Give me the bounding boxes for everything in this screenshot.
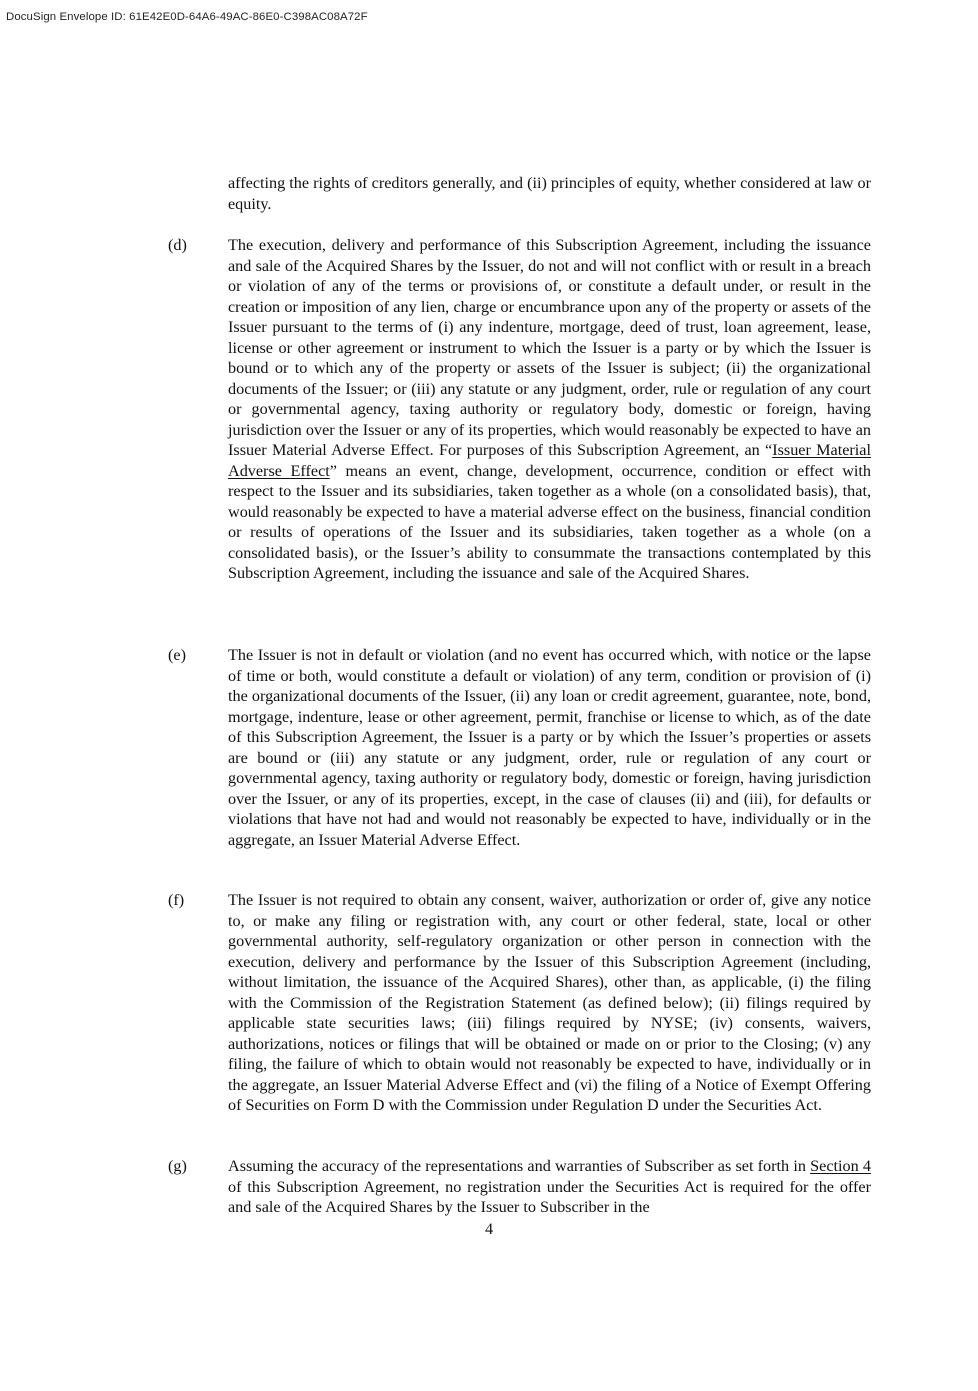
paragraph-d [228, 235, 871, 584]
paragraph-d-text-before: The execution, delivery and performance of this Subscription Agreement, including the issuance and sale of the Acquired Shares by the Issuer, do not and will not conflict with or result in a breach or violation of any of the terms or provisions of, or constitute a default under, or result in the creation or imposition of any lien, charge or encumbrance upon any of the property or assets of the Issuer pursuant to the terms of (i) any indenture, mortgage, deed of trust, loan agreement, lease, license or other agreement or instrument to which the Issuer is a party or by which the Issuer is bound or to which any of the property or assets of the Issuer is subject; (ii) the organizational documents of the Issuer; or (iii) any statute or any judgment, order, rule or regulation of any court or governmental agency, taxing authority or regulatory body, domestic or foreign, having jurisdiction over the Issuer or any of its properties, which would reasonably be expected to have an Issuer Material Adverse Effect. For purposes of this Subscription Agreement, an “ [228, 236, 871, 459]
paragraph-e: The Issuer is not in default or violation (and no event has occurred which, with notice or the lapse of time or both, would constitute a default or violation) of any term, condition or provision of (i) the organizational documents of the Issuer, (ii) any loan or credit agreement, guarantee, note, bond, mortgage, indenture, lease or other agreement, permit, franchise or license to which, as of the date of this Subscription Agreement, the Issuer is a party or by which the Issuer’s properties or assets are bound or (iii) any statute or any judgment, order, rule or regulation of any court or governmental agency, taxing authority or regulatory body, domestic or foreign, having jurisdiction over the Issuer, or any of its properties, except, in the case of clauses (ii) and (iii), for defaults or violations that have not had and would not reasonably be expected to have, individually or in the aggregate, an Issuer Material Adverse Effect. [228, 646, 871, 849]
envelope-id-header: DocuSign Envelope ID: 61E42E0D-64A6-49AC-86E0-C398AC08A72F [6, 11, 368, 23]
item-label-e: (e) [168, 646, 186, 664]
item-label-d: (d) [168, 236, 187, 254]
paragraph-d-text-after: ” means an event, change, development, occurrence, condition or effect with respect to the Issuer and its subsidiaries, taken together as a whole (on a consolidated basis), that, would reasonably be expected to have a material adverse effect on the business, financial condition or results of operations of the Issuer and its subsidiaries, taken together as a whole (on a consolidated basis), or the Issuer’s ability to consummate the transactions contemplated by this Subscription Agreement, including the issuance and sale of the Acquired Shares. [228, 461, 871, 582]
page-number: 4 [484, 1220, 494, 1238]
defined-term-issuer-mae: Issuer Material Adverse Effect [228, 441, 871, 480]
section-4-reference: Section 4 [810, 1157, 871, 1175]
paragraph-g-text-before: Assuming the accuracy of the representations and warranties of Subscriber as set forth in [228, 1157, 811, 1175]
paragraph-f: The Issuer is not required to obtain any consent, waiver, authorization or order of, give any notice to, or make any filing or registration with, any court or other federal, state, local or other governmental authority, self-regulatory organization or other person in connection with the execution, delivery and performance by the Issuer of this Subscription Agreement (including, without limitation, the issuance of the Acquired Shares), other than, as applicable, (i) the filing with the Commission of the Registration Statement (as defined below); (ii) filings required by applicable state securities laws; (iii) filings required by NYSE; (iv) consents, waivers, authorizations, notices or filings that will be obtained or made on or prior to the Closing; (v) any filing, the failure of which to obtain would not reasonably be expected to have, individually or in the aggregate, an Issuer Material Adverse Effect and (vi) the filing of a Notice of Exempt Offering of Securities on Form D with the Commission under Regulation D under the Securities Act. [228, 891, 871, 1114]
paragraph-g-text-after: of this Subscription Agreement, no registration under the Securities Act is required for the offer and sale of the Acquired Shares by the Issuer to Subscriber in the [228, 1177, 871, 1216]
paragraph-g [228, 1156, 871, 1218]
item-label-g: (g) [168, 1157, 187, 1175]
item-label-f: (f) [168, 891, 185, 909]
continuation-paragraph: affecting the rights of creditors generally, and (ii) principles of equity, whether considered at law or equity. [228, 174, 871, 213]
